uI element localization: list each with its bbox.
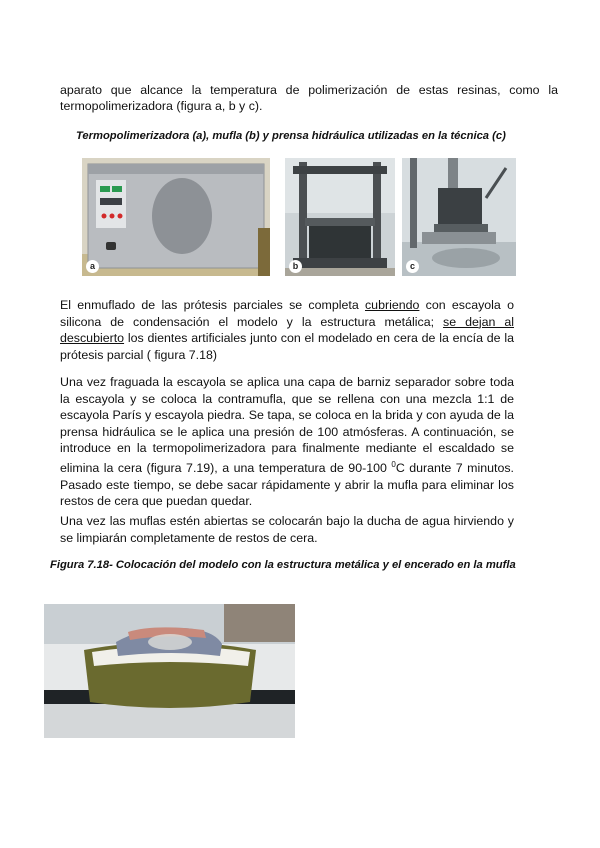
photo-label-a: a	[86, 260, 99, 273]
paragraph-enmuflado-after: los dientes artificiales junto con el modelado en cera de la encía de la prótesis parcial ( figura 7.18)	[60, 331, 514, 362]
paragraph-enmuflado	[60, 297, 514, 363]
intro-line-1: aparato que alcance la temperatura de polimerización de estas resinas, como la	[60, 83, 558, 97]
paragraph-enmuflado-before: El enmuflado de las prótesis parciales se completa	[60, 298, 365, 312]
paragraph-escayola-end: C durante 7 minutos. Pasado este tiempo, se debe sacar rápidamente y abrir la mufla para eliminar los restos de cera que puedan quedar.	[60, 461, 514, 509]
photo-hydraulic-press	[402, 158, 516, 276]
photo-thermopolymerizer	[82, 158, 270, 276]
paragraph-escayola	[60, 374, 514, 510]
paragraph-enmuflado-middle: con escayola o silicona de condensación el modelo y la estructura metálica;	[60, 298, 514, 329]
paragraph-muflas-abiertas: Una vez las muflas estén abiertas se colocarán bajo la ducha de agua hirviendo y se limpiarán completamente de restos de cera.	[60, 514, 514, 545]
degree-superscript: 0	[391, 459, 396, 469]
intro-line-2: termopolimerizadora (figura a, b y c).	[60, 99, 263, 113]
underlined-term-cubriendo: cubriendo	[364, 298, 420, 312]
photo-flask	[285, 158, 395, 276]
photo-label-c: c	[406, 260, 419, 273]
photo-model-in-flask	[44, 604, 295, 738]
underlined-term-descubierto: se dejan al descubierto	[60, 314, 514, 346]
paragraph-escayola-text: Una vez fraguada la escayola se aplica una capa de barniz separador sobre toda la escayola y se coloca la contramufla, que se rellena con una mezcla 1:1 de escayola París y escayola piedra. Se tapa, se coloca en la brida y con ayuda de la prensa hidráulica se le aplica una presión de 100 atmósferas. A continuación, se introduce en la termopolimerizadora para finalmente mediante el escaldado se elimina la cera (figura 7.19), a una temperatura de 90-100	[60, 375, 514, 476]
photo-label-b: b	[289, 260, 302, 273]
figure-caption-top: Termopolimerizadora (a), mufla (b) y prensa hidráulica utilizadas en la técnica (c)	[76, 130, 506, 142]
figure-caption-7-18: Figura 7.18- Colocación del modelo con la estructura metálica y el encerado en la mufla	[50, 559, 516, 571]
